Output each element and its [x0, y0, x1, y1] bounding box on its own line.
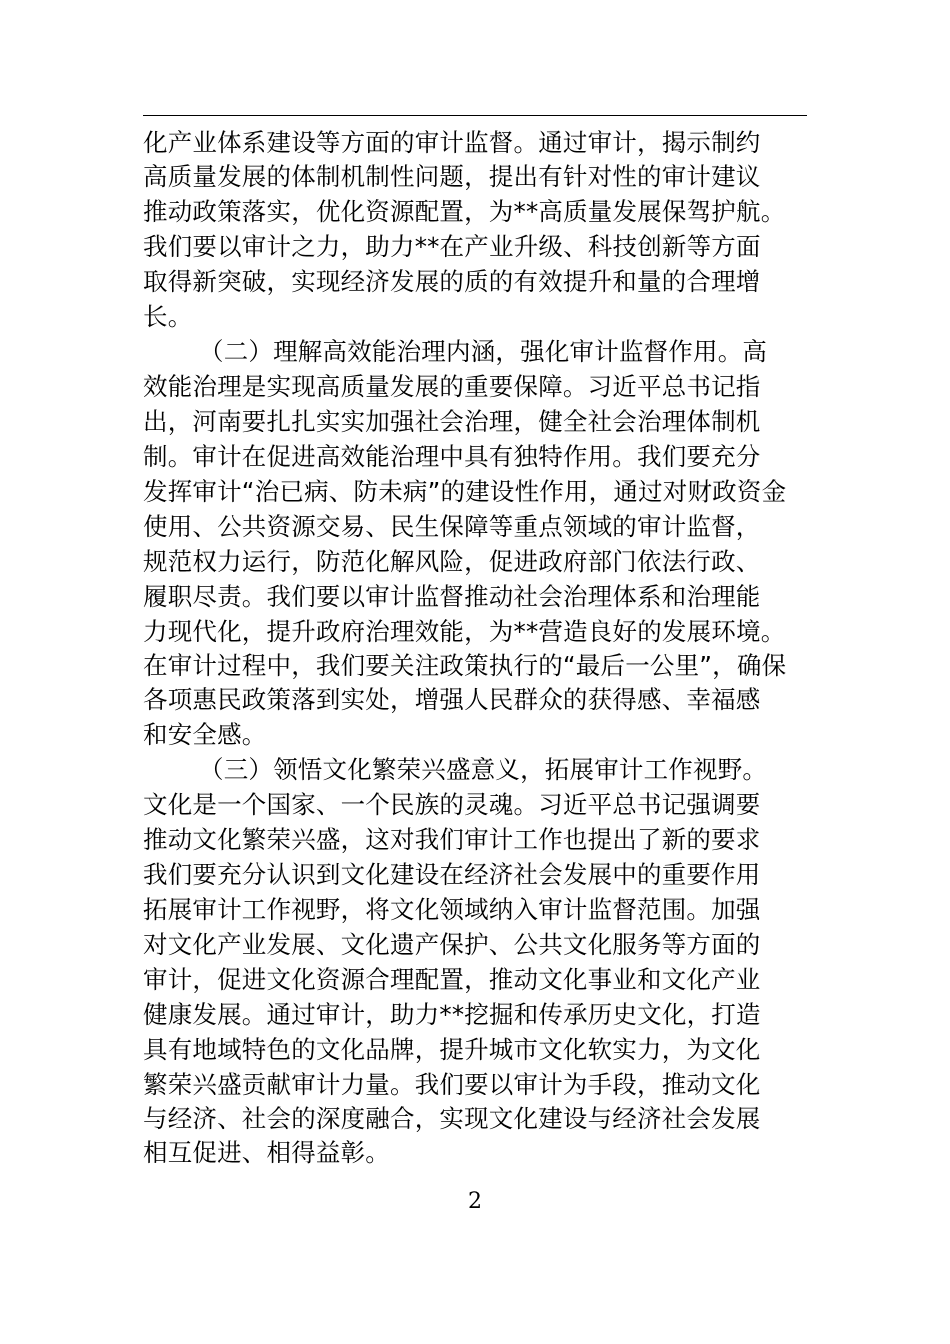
- text-line: 文化是一个国家、一个民族的灵魂。习近平总书记强调要: [143, 790, 761, 819]
- text-line: 我们要充分认识到文化建设在经济社会发展中的重要作用: [143, 860, 761, 889]
- text-line: 制。审计在促进高效能治理中具有独特作用。我们要充分: [143, 442, 761, 471]
- text-line: 化产业体系建设等方面的审计监督。通过审计，揭示制约: [143, 128, 761, 157]
- text-line: 相互促进、相得益彰。: [143, 1138, 390, 1167]
- text-line: 履职尽责。我们要以审计监督推动社会治理体系和治理能: [143, 582, 761, 611]
- text-line: 各项惠民政策落到实处，增强人民群众的获得感、幸福感: [143, 685, 761, 714]
- header-rule: [143, 115, 807, 116]
- text-line: 推动文化繁荣兴盛，这对我们审计工作也提出了新的要求: [143, 825, 761, 854]
- section-heading-2: （二）理解高效能治理内涵，强化审计监督作用。高: [199, 337, 768, 366]
- text-line: 具有地域特色的文化品牌，提升城市文化软实力，为文化: [143, 1035, 761, 1064]
- text-line: 审计，促进文化资源合理配置，推动文化事业和文化产业: [143, 965, 761, 994]
- text-line: 拓展审计工作视野，将文化领域纳入审计监督范围。加强: [143, 895, 761, 924]
- page-number: 2: [468, 1189, 482, 1214]
- text-line: 力现代化，提升政府治理效能，为**营造良好的发展环境。: [143, 617, 786, 646]
- text-line: 发挥审计“治已病、防未病”的建设性作用，通过对财政资金: [143, 477, 787, 506]
- section-heading-3: （三）领悟文化繁荣兴盛意义，拓展审计工作视野。: [199, 755, 768, 784]
- text-line: 健康发展。通过审计，助力**挖掘和传承历史文化，打造: [143, 1000, 761, 1029]
- text-line: 在审计过程中，我们要关注政策执行的“最后一公里”，确保: [143, 651, 787, 680]
- text-line: 和安全感。: [143, 720, 267, 749]
- text-line: 使用、公共资源交易、民生保障等重点领域的审计监督，: [143, 512, 761, 541]
- text-line: 效能治理是实现高质量发展的重要保障。习近平总书记指: [143, 372, 761, 401]
- text-line: 取得新突破，实现经济发展的质的有效提升和量的合理增: [143, 267, 761, 296]
- text-line: 对文化产业发展、文化遗产保护、公共文化服务等方面的: [143, 930, 761, 959]
- text-line: 推动政策落实，优化资源配置，为**高质量发展保驾护航。: [143, 197, 786, 226]
- text-line: 长。: [143, 302, 193, 331]
- text-line: 我们要以审计之力，助力**在产业升级、科技创新等方面: [143, 232, 761, 261]
- text-line: 出，河南要扎扎实实加强社会治理，健全社会治理体制机: [143, 407, 761, 436]
- text-line: 高质量发展的体制机制性问题，提出有针对性的审计建议: [143, 162, 761, 191]
- text-line: 规范权力运行，防范化解风险，促进政府部门依法行政、: [143, 547, 761, 576]
- text-line: 与经济、社会的深度融合，实现文化建设与经济社会发展: [143, 1104, 761, 1133]
- text-line: 繁荣兴盛贡献审计力量。我们要以审计为手段，推动文化: [143, 1070, 761, 1099]
